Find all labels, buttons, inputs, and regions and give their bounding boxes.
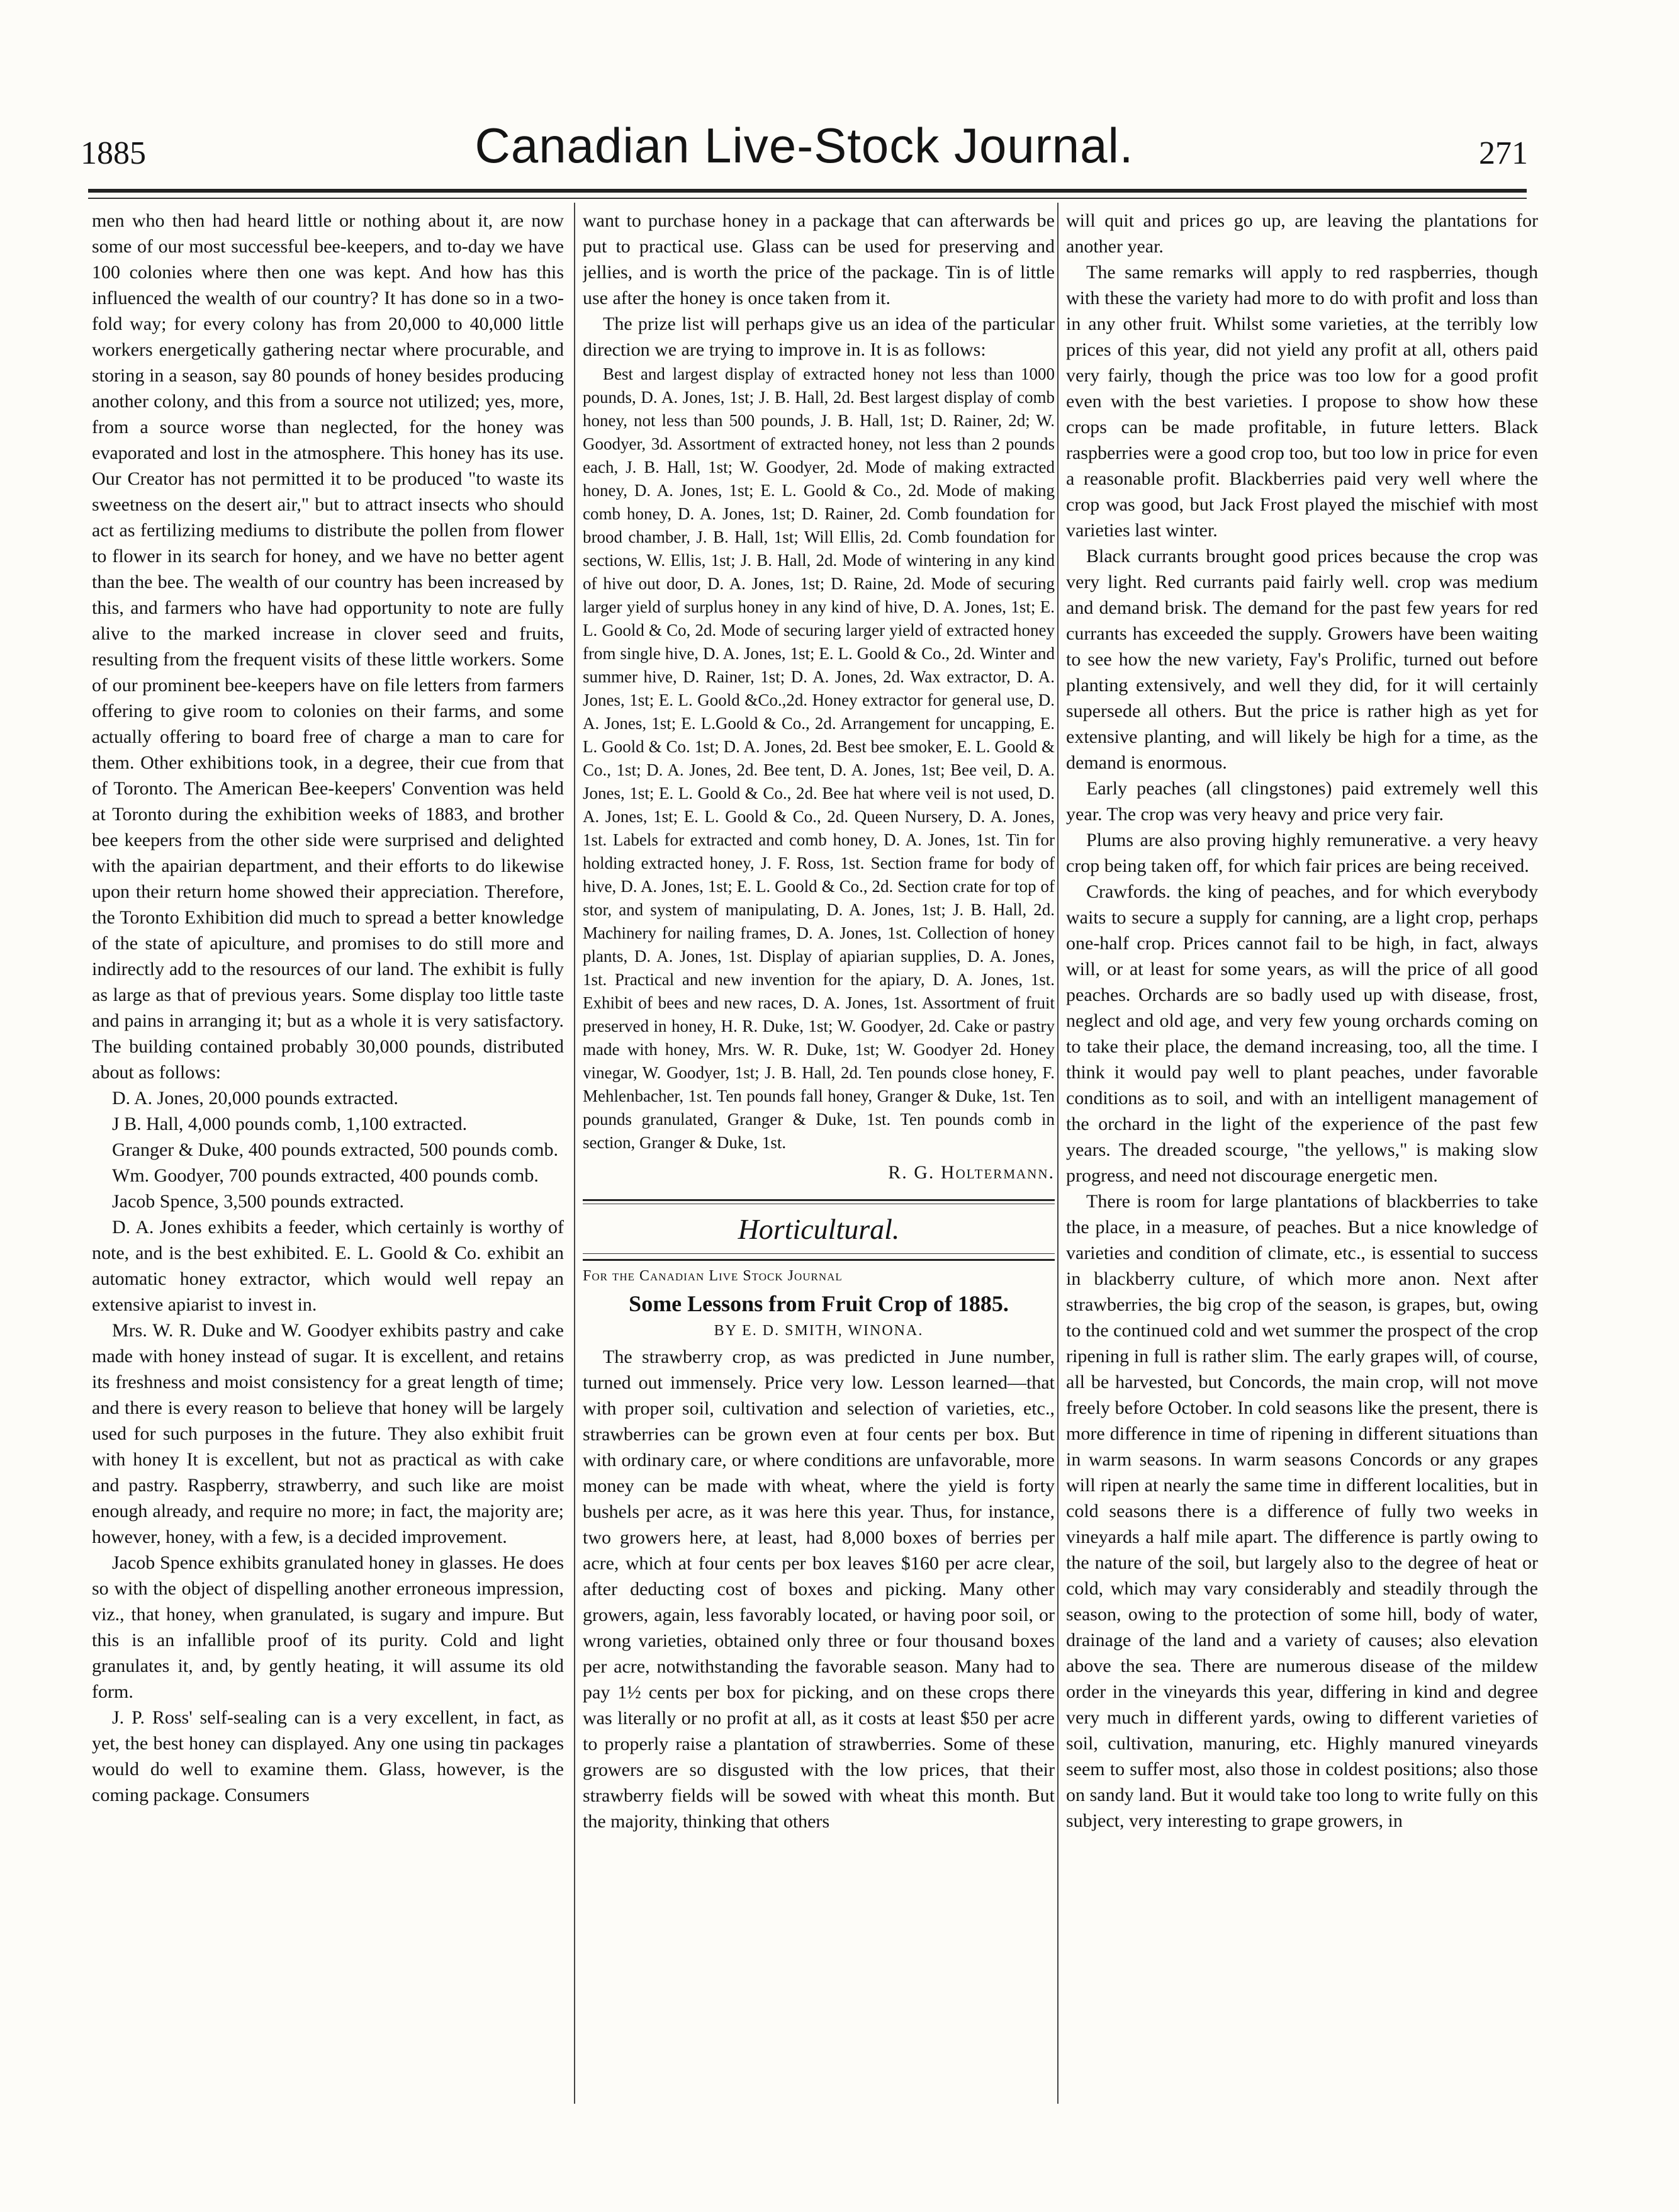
column-divider-right xyxy=(1057,203,1058,2104)
exhibit-entry-goodyer: Wm. Goodyer, 700 pounds extracted, 400 pounds comb. xyxy=(112,1165,539,1186)
col3-paragraph-3: Black currants brought good prices because the crop was very light. Red currants paid fairly well. crop was medium and demand brisk. The demand for the past few years for red currants has exceeded the supply. Growers have been waiting to see how the new variety, Fay's Prolific, turned out before planting extensively, and well they did, for it will certainly supersede all others. But the price is rather high as yet for extensive planting, and will likely be high for a time, as the demand is enormous. xyxy=(1066,546,1538,773)
col3-paragraph-1: will quit and prices go up, are leaving the plantations for another year. xyxy=(1066,210,1538,257)
exhibit-entry-granger-duke: Granger & Duke, 400 pounds extracted, 500 pounds comb. xyxy=(112,1139,559,1160)
journal-title: Canadian Live-Stock Journal. xyxy=(474,118,1134,173)
for-journal-line: For the Canadian Live Stock Journal xyxy=(583,1268,843,1284)
section-rule-bottom-thin xyxy=(583,1253,1055,1254)
col2-paragraph-1: want to purchase honey in a package that can afterwards be put to practical use. Glass can be used for preserving and jellies, and is worth the price of the package. Tin is of little use after the honey is once taken from it. xyxy=(583,210,1055,308)
col1-paragraph-5: J. P. Ross' self-sealing can is a very excellent, in fact, as yet, the best honey can displayed. Any one using tin packages would do well to examine them. Glass, however, is the coming package. Consumers xyxy=(92,1707,564,1805)
exhibit-entry-jones: D. A. Jones, 20,000 pounds extracted. xyxy=(112,1088,398,1109)
col2-paragraph-4: The strawberry crop, as was predicted in June number, turned out immensely. Price very low. Lesson learned—that with proper soil, cultivation and selection of varieties, etc., strawberries can be grown even at four cents per box. But with ordinary care, or where conditions are unfavorable, more money can be made with wheat, where the yield is forty bushels per acre, as it was here this year. Thus, for instance, two growers here, at least, had 8,000 boxes of berries per acre, which at four cents per box leaves $160 per acre clear, after deducting cost of boxes and picking. Many other growers, again, less favorably located, or having poor soil, or wrong varieties, obtained only three or four thousand boxes per acre, notwithstanding the favorable season. Many had to pay 1½ cents per box for picking, and on these crops there was literally or no profit at all, as it costs at least $50 per acre to properly raise a plantation of strawberries. Some of these growers are so disgusted with the low prices, that their strawberry fields will be sowed with wheat this month. But the majority, thinking that others xyxy=(583,1346,1055,1832)
col2-paragraph-2: The prize list will perhaps give us an idea of the particular direction we are trying to improve in. It is as follows: xyxy=(583,313,1055,360)
page-header xyxy=(81,117,1528,186)
column-2 xyxy=(583,208,1055,2102)
col3-paragraph-4: Early peaches (all clingstones) paid extremely well this year. The crop was very heavy and price very fair. xyxy=(1066,778,1538,825)
col1-paragraph-4: Jacob Spence exhibits granulated honey in glasses. He does so with the object of dispelling another erroneous impression, viz., that honey, when granulated, is sugary and impure. But this is an infallible proof of its purity. Cold and light granulates it, and, by gently heating, it will assume its old form. xyxy=(92,1552,564,1702)
col3-paragraph-6: Crawfords. the king of peaches, and for which everybody waits to secure a supply for canning, are a light crop, perhaps one-half crop. Prices cannot fail to be high, in fact, always will, or at least for some years, as will the price of all good peaches. Orchards are so badly used up with disease, frost, neglect and old age, and very few young orchards coming on to take their place, the demand increasing, too, all the time. I think it would pay well to plant peaches, under favorable conditions as to soil, and with an intelligent management of the orchard in the light of the experience of the past few years. The dreaded scourge, "the yellows," is making slow progress, and need not discourage energetic men. xyxy=(1066,881,1538,1186)
header-rule-thin xyxy=(88,198,1527,199)
article-title: Some Lessons from Fruit Crop of 1885. xyxy=(629,1291,1009,1316)
section-rule-top xyxy=(583,1199,1055,1201)
section-rule-bottom xyxy=(583,1259,1055,1261)
section-heading: Horticultural. xyxy=(738,1213,900,1245)
col3-paragraph-7: There is room for large plantations of blackberries to take the place, in a measure, of peaches. But a nice knowledge of varieties and condition of climate, etc., is essential to success in blackberry culture, of which more anon. Next after strawberries, the big crop of the season, is grapes, but, owing to the continued cold and wet summer the prospect of the crop ripening in full is rather slim. The early grapes will, of course, all be harvested, but Concords, the main crop, will not move freely before October. In cold seasons like the present, there is more difference in time of ripening in different situations than in warm seasons. In warm seasons Concords or any grapes will ripen at nearly the same time in different localities, but in cold seasons there is a difference of fully two weeks in vineyards a half mile apart. The difference is partly owing to the nature of the soil, but largely also to the degree of heat or cold, which may vary considerably and steadily through the season, owing to the protection of some hill, body of water, drainage of the land and a variety of causes; also elevation above the sea. There are numerous disease of the mildew order in the vineyards this year, differing in kind and degree very much in different yards, owing to different varieties of soil, cultivation, manuring, etc. Highly manured vineyards seem to suffer most, also those in coldest positions; also those on sandy land. But it would take too long to write fully on this subject, very interesting to grape growers, in xyxy=(1066,1191,1538,1831)
header-year: 1885 xyxy=(81,135,146,171)
col1-paragraph-1: men who then had heard little or nothing about it, are now some of our most successful bee-keepers, and to-day we have 100 colonies where then one was kept. And how has this influenced the wealth of our country? It has done so in a two-fold way; for every colony has from 20,000 to 40,000 little workers energetically gathering nectar where procurable, and storing in a season, say 80 pounds of honey besides producing another colony, and this from a source not utilized; yes, more, from a source worse than neglected, for the honey was evaporated and lost in the atmosphere. This honey has its use. Our Creator has not permitted it to be produced "to waste its sweetness on the desert air," but to attract insects who should act as fertilizing mediums to distribute the pollen from flower to flower in its search for honey, and we have no better agent than the bee. The wealth of our country has been increased by this, and farmers who have had opportunity to note are fully alive to the marked increase in clover seed and fruits, resulting from the frequent visits of these little workers. Some of our prominent bee-keepers have on file letters from farmers offering to give room to colonies on their farms, and some actually offering to board free of charge a man to care for them. Other exhibitions took, in a degree, their cue from that of Toronto. The American Bee-keepers' Convention was held at Toronto during the exhibition weeks of 1883, and brother bee keepers from the other side were surprised and delighted with the apairian department, and their efforts to do likewise upon their return home showed their appreciation. Therefore, the Toronto Exhibition did much to spread a better knowledge of the state of apiculture, and promises to do still more and indirectly add to the resources of our land. The exhibit is fully as large as that of previous years. Some display too little taste and pains in arranging it; but as a whole it is very satisfactory. The building contained probably 30,000 pounds, distributed about as follows: xyxy=(92,210,564,1083)
column-3 xyxy=(1066,208,1538,2102)
header-rule-thick xyxy=(88,189,1527,193)
article-byline: BY E. D. SMITH, WINONA. xyxy=(714,1323,924,1339)
column-divider-left xyxy=(574,203,575,2104)
col3-paragraph-5: Plums are also proving highly remunerative. a very heavy crop being taken off, for which fair prices are being received. xyxy=(1066,830,1538,876)
prize-list: Best and largest display of extracted honey not less than 1000 pounds, D. A. Jones, 1st; J. B. Hall, 2d. Best largest display of comb honey, not less than 500 pounds, J. B. Hall, 1st; D. Rainer, 2d; W. Goodyer, 3d. Assortment of extracted honey, not less than 2 pounds each, J. B. Hall, 1st; W. Goodyer, 2d. Mode of making extracted honey, D. A. Jones, 1st; E. L. Goold & Co., 2d. Mode of making comb honey, D. A. Jones, 1st; D. Rainer, 2d. Comb foundation for brood chamber, J. B. Hall, 1st; Will Ellis, 2d. Comb foundation for sections, W. Ellis, 1st; J. B. Hall, 2d. Mode of wintering in any kind of hive out door, D. A. Jones, 1st; D. Raine, 2d. Mode of securing larger yield of surplus honey in any kind of hive, D. A. Jones, 1st; E. L. Goold & Co, 2d. Mode of securing larger yield of extracted honey from single hive, D. A. Jones, 1st; E. L. Goold & Co., 2d. Winter and summer hive, D. Rainer, 1st; D. A. Jones, 2d. Wax extractor, D. A. Jones, 1st; E. L. Goold &Co.,2d. Honey extractor for general use, D. A. Jones, 1st; E. L.Goold & Co., 2d. Arrangement for uncapping, E. L. Goold & Co. 1st; D. A. Jones, 2d. Best bee smoker, E. L. Goold & Co., 1st; D. A. Jones, 2d. Bee tent, D. A. Jones, 1st; Bee veil, D. A. Jones, 1st; E. L. Goold & Co., 2d. Bee hat where veil is not used, D. A. Jones, 1st; E. L. Goold & Co., 2d. Queen Nursery, D. A. Jones, 1st. Labels for extracted and comb honey, D. A. Jones, 1st. Tin for holding extracted honey, J. F. Ross, 1st. Section frame for body of hive, D. A. Jones, 1st; E. L. Goold & Co., 2d. Section crate for top of stor, and system of manipulating, D. A. Jones, 1st; J. B. Hall, 2d. Machinery for nailing frames, D. A. Jones, 1st. Collection of honey plants, D. A. Jones, 1st. Display of apiarian supplies, D. A. Jones, 1st. Practical and new invention for the apiary, D. A. Jones, 1st. Exhibit of bees and new races, D. A. Jones, 1st. Assortment of fruit preserved in honey, H. R. Duke, 1st; W. Goodyer, 2d. Cake or pastry made with honey, Mrs. W. R. Duke, 1st; W. Goodyer 2d. Honey vinegar, W. Goodyer, 1st; J. B. Hall, 2d. Ten pounds close honey, F. Mehlenbacher, 1st. Ten pounds fall honey, Granger & Duke, 1st. Ten pounds granulated, Granger & Duke, 1st. Ten pounds comb in section, Granger & Duke, 1st. xyxy=(583,364,1055,1152)
exhibit-entry-spence: Jacob Spence, 3,500 pounds extracted. xyxy=(112,1191,405,1212)
col3-paragraph-2: The same remarks will apply to red raspberries, though with these the variety had more to do with profit and loss than in any other fruit. Whilst some varieties, at the terribly low prices of this year, did not yield any profit at all, others paid very fairly, though the price was too low for a good profit even with the best varieties. I propose to show how these crops can be made profitable, in future letters. Black raspberries were a good crop too, but too low in price for even a reasonable profit. Blackberries paid very well where the crop was good, but Jack Frost played the mischief with most varieties last winter. xyxy=(1066,262,1538,541)
col1-paragraph-2: D. A. Jones exhibits a feeder, which certainly is worthy of note, and is the best exhibited. E. L. Goold & Co. exhibit an automatic honey extractor, which would well repay an extensive apiarist to invest in. xyxy=(92,1217,564,1315)
page-number: 271 xyxy=(1479,135,1528,171)
exhibit-entry-hall: J B. Hall, 4,000 pounds comb, 1,100 extracted. xyxy=(112,1114,468,1134)
col1-paragraph-3: Mrs. W. R. Duke and W. Goodyer exhibits pastry and cake made with honey instead of sugar. It is excellent, and retains its freshness and moist consistency for a great length of time; and there is every reason to believe that honey will be largely used for such purposes in the future. They also exhibit fruit with honey It is excellent, but not as practical as with cake and pastry. Raspberry, strawberry, and such like are moist enough already, and require no more; in fact, the majority are; however, honey, with a few, is a decided improvement. xyxy=(92,1320,564,1547)
author-signature: R. G. Holtermann. xyxy=(888,1162,1055,1183)
column-1 xyxy=(92,208,564,2102)
